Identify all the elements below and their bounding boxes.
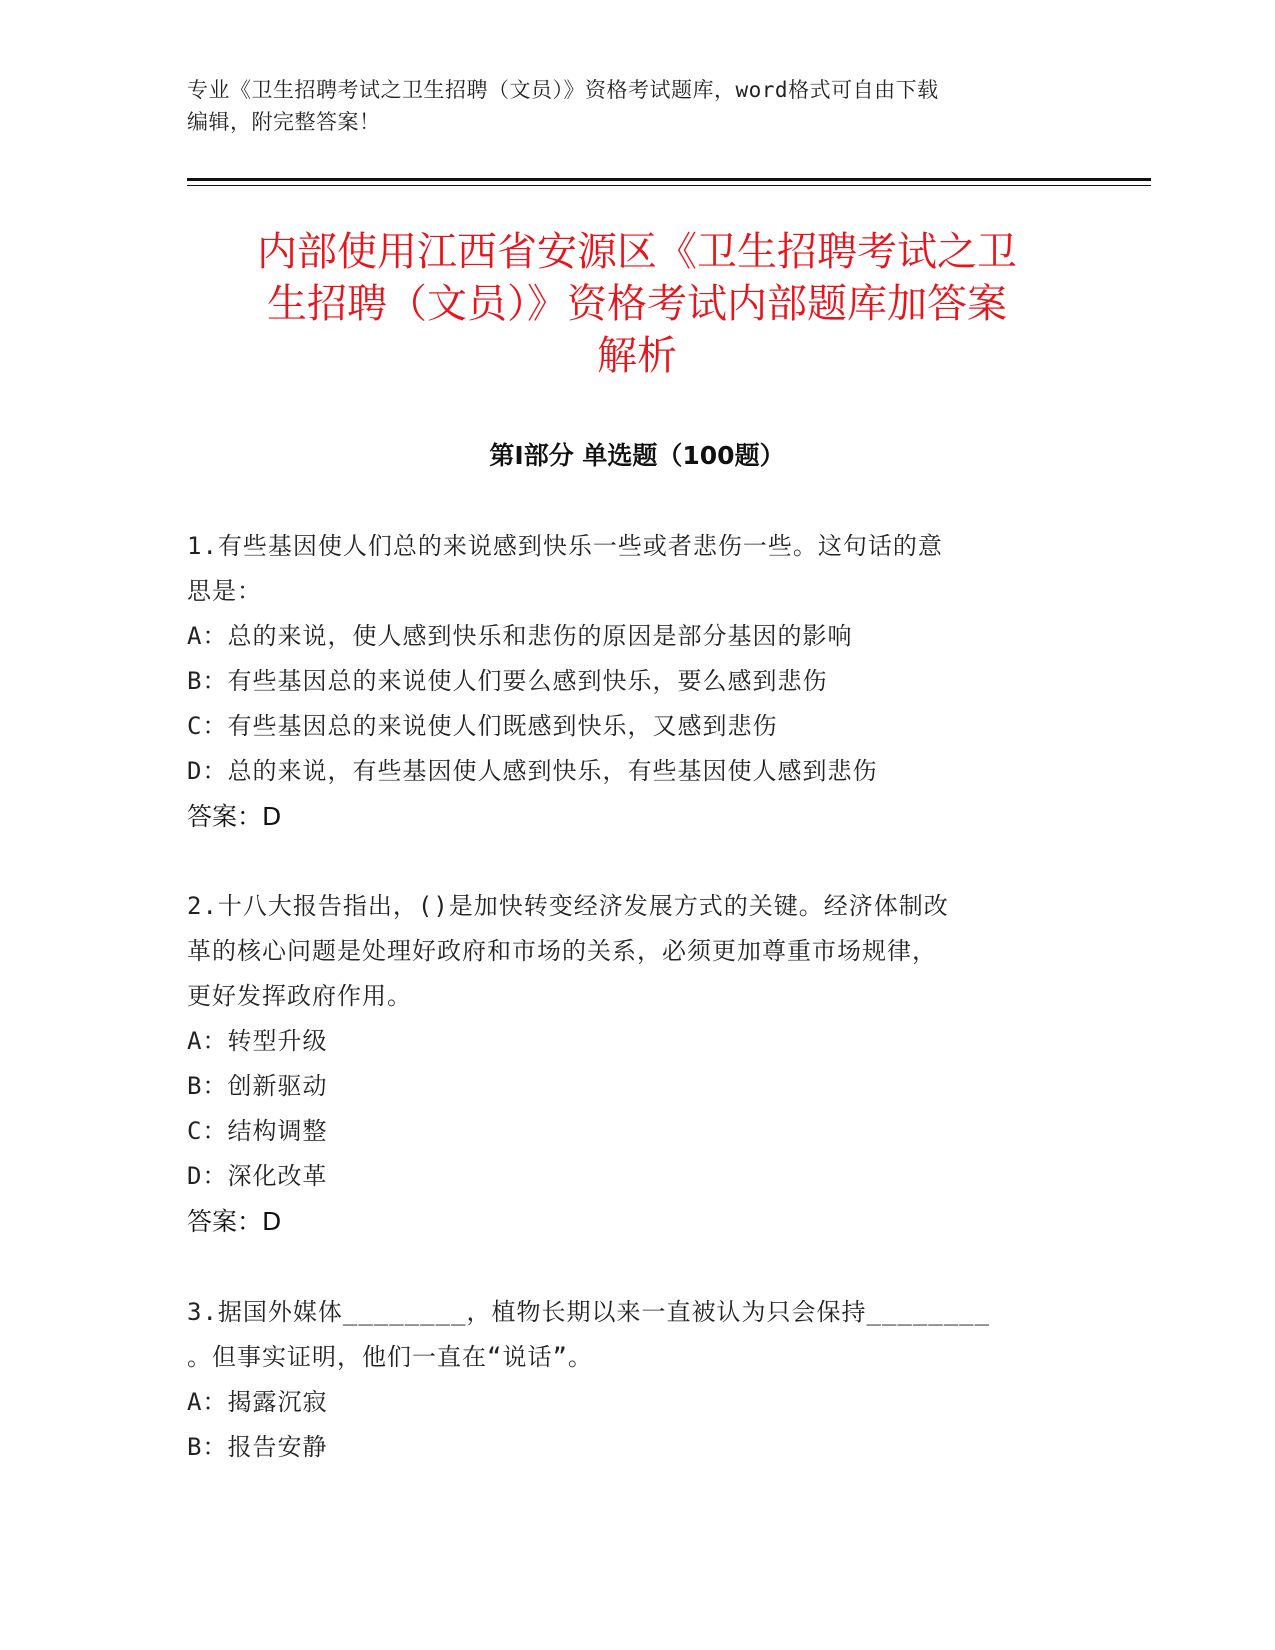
question-option-d: D：深化改革 — [187, 1162, 328, 1190]
section-heading: 第Ⅰ部分 单选题（100题） — [489, 441, 785, 470]
question-option-c: C：结构调整 — [187, 1117, 328, 1145]
header-note-line-2: 编辑，附完整答案！ — [187, 110, 381, 134]
document-title-line-1: 内部使用江西省安源区《卫生招聘考试之卫 — [257, 229, 1017, 275]
question-item — [187, 524, 1067, 839]
question-stem-line: 1.有些基因使人们总的来说感到快乐一些或者悲伤一些。这句话的意 — [187, 532, 943, 560]
question-stem-line: 更好发挥政府作用。 — [187, 982, 412, 1010]
header-rule-thin — [187, 185, 1151, 186]
question-option-d: D：总的来说，有些基因使人感到快乐，有些基因使人感到悲伤 — [187, 757, 878, 785]
question-answer: 答案：D — [187, 802, 282, 831]
question-option-a: A：总的来说，使人感到快乐和悲伤的原因是部分基因的影响 — [187, 622, 853, 650]
question-item — [187, 1290, 1067, 1470]
header-rule-thick — [187, 178, 1151, 181]
document-title-line-2: 生招聘（文员）》资格考试内部题库加答案 — [267, 281, 1007, 327]
question-option-b: B：报告安静 — [187, 1433, 328, 1461]
question-answer: 答案：D — [187, 1207, 282, 1236]
question-option-b: B：有些基因总的来说使人们要么感到快乐，要么感到悲伤 — [187, 667, 828, 695]
header-note — [187, 74, 1067, 138]
question-item — [187, 884, 1067, 1244]
question-stem-line: 2.十八大报告指出，()是加快转变经济发展方式的关键。经济体制改 — [187, 892, 949, 920]
question-stem-line: 。但事实证明，他们一直在“说话”。 — [187, 1343, 593, 1371]
question-stem-line: 革的核心问题是处理好政府和市场的关系，必须更加尊重市场规律， — [187, 937, 937, 965]
header-note-line-1: 专业《卫生招聘考试之卫生招聘（文员）》资格考试题库，word格式可自由下载 — [187, 78, 939, 102]
document-title-line-3: 解析 — [597, 333, 677, 379]
question-option-a: A：转型升级 — [187, 1027, 328, 1055]
document-title — [187, 226, 1087, 382]
question-option-b: B：创新驱动 — [187, 1072, 328, 1100]
question-option-a: A：揭露沉寂 — [187, 1388, 328, 1416]
question-stem-line: 思是： — [187, 577, 262, 605]
question-option-c: C：有些基因总的来说使人们既感到快乐，又感到悲伤 — [187, 712, 778, 740]
question-stem-line: 3.据国外媒体________，植物长期以来一直被认为只会保持________ — [187, 1298, 991, 1326]
